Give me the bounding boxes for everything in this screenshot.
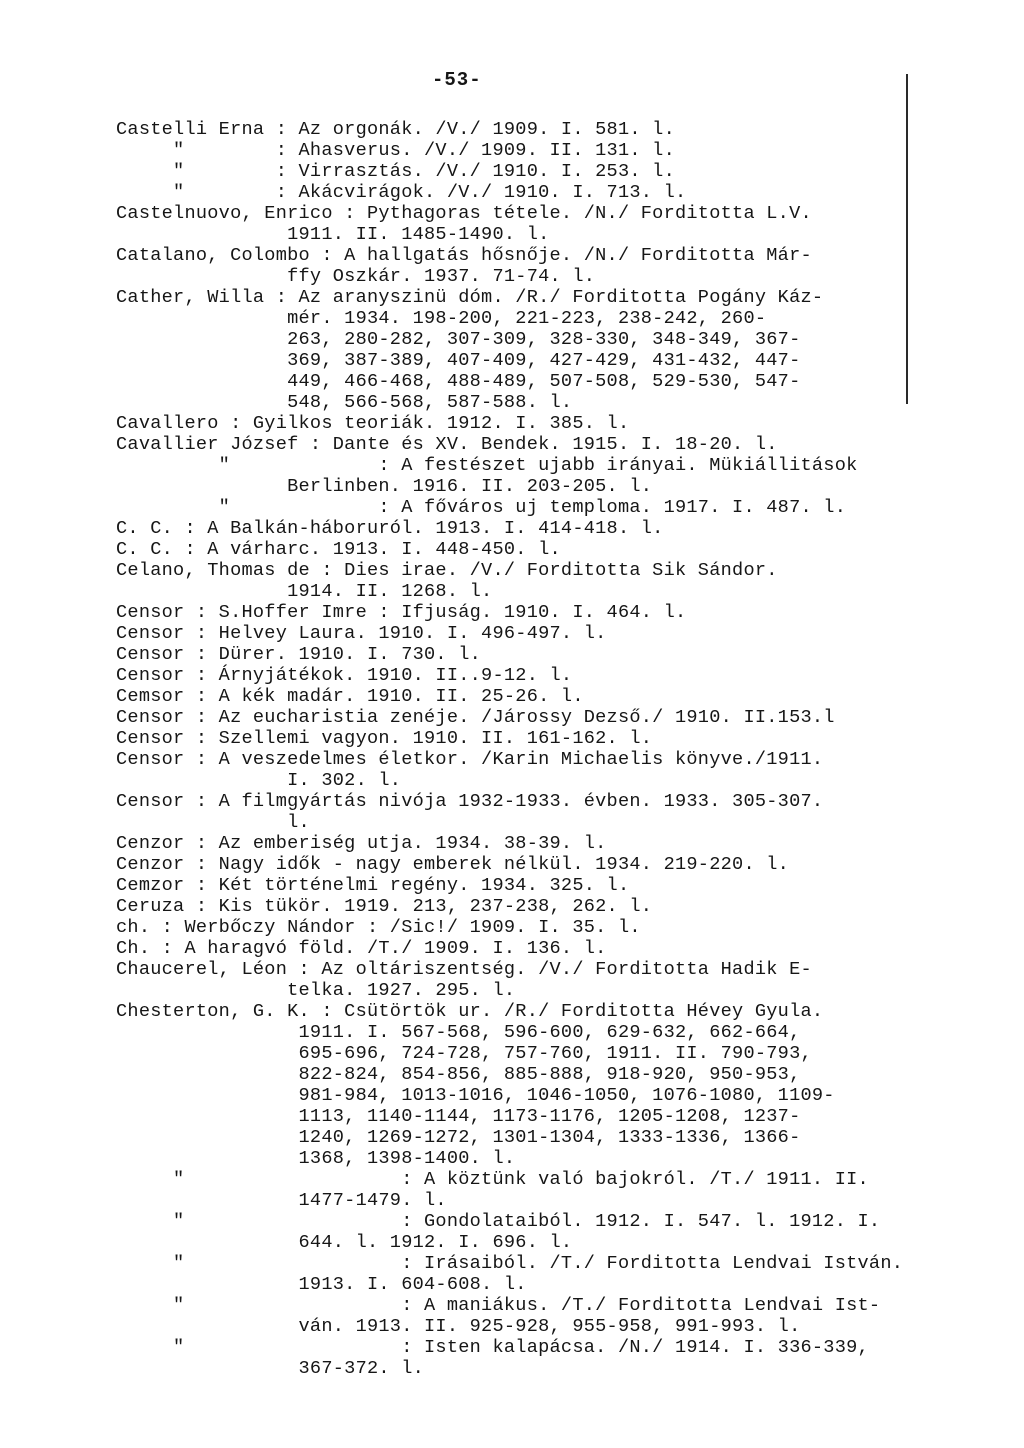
index-line: 1368, 1398-1400. l.: [116, 1148, 516, 1169]
index-line: " : Virrasztás. /V./ 1910. I. 253. l.: [116, 161, 675, 182]
index-line: " : A köztünk való bajokról. /T./ 1911. II.: [116, 1169, 869, 1190]
index-line: Censor : A filmgyártás nivója 1932-1933. évben. 1933. 305-307.: [116, 791, 824, 812]
page-number: -53-: [432, 69, 482, 91]
index-line: Catalano, Colombo : A hallgatás hősnője. /N./ Forditotta Már-: [116, 245, 812, 266]
index-line: " : A maniákus. /T./ Forditotta Lendvai Ist-: [116, 1295, 881, 1316]
index-line: 1240, 1269-1272, 1301-1304, 1333-1336, 1366-: [116, 1127, 801, 1148]
index-line: " : Akácvirágok. /V./ 1910. I. 713. l.: [116, 182, 687, 203]
index-line: I. 302. l.: [116, 770, 402, 791]
index-line: 263, 280-282, 307-309, 328-330, 348-349, 367-: [116, 329, 801, 350]
index-line: Celano, Thomas de : Dies irae. /V./ Forditotta Sik Sándor.: [116, 560, 778, 581]
index-line: 1914. II. 1268. l.: [116, 581, 493, 602]
index-line: 644. l. 1912. I. 696. l.: [116, 1232, 573, 1253]
index-line: Cenzor : Nagy idők - nagy emberek nélkül. 1934. 219-220. l.: [116, 854, 790, 875]
index-line: ffy Oszkár. 1937. 71-74. l.: [116, 266, 596, 287]
index-line: 548, 566-568, 587-588. l.: [116, 392, 573, 413]
index-line: 981-984, 1013-1016, 1046-1050, 1076-1080, 1109-: [116, 1085, 835, 1106]
index-line: " : Gondolataiból. 1912. I. 547. l. 1912. I.: [116, 1211, 881, 1232]
index-line: Cavallero : Gyilkos teoriák. 1912. I. 385. l.: [116, 413, 630, 434]
index-line: mér. 1934. 198-200, 221-223, 238-242, 260-: [116, 308, 767, 329]
index-line: " : Ahasverus. /V./ 1909. II. 131. l.: [116, 140, 675, 161]
index-line: Censor : A veszedelmes életkor. /Karin Michaelis könyve./1911.: [116, 749, 824, 770]
index-line: Castelli Erna : Az orgonák. /V./ 1909. I. 581. l.: [116, 119, 675, 140]
index-line: Ch. : A haragvó föld. /T./ 1909. I. 136. l.: [116, 938, 607, 959]
index-line: C. C. : A Balkán-háboruról. 1913. I. 414-418. l.: [116, 518, 664, 539]
index-line: Censor : Helvey Laura. 1910. I. 496-497. l.: [116, 623, 607, 644]
index-line: telka. 1927. 295. l.: [116, 980, 516, 1001]
index-line: Cavallier József : Dante és XV. Bendek. 1915. I. 18-20. l.: [116, 434, 778, 455]
index-line: 822-824, 854-856, 885-888, 918-920, 950-953,: [116, 1064, 801, 1085]
index-line: 1477-1479. l.: [116, 1190, 447, 1211]
index-line: Cather, Willa : Az aranyszinü dóm. /R./ Forditotta Pogány Káz-: [116, 287, 824, 308]
index-line: 1113, 1140-1144, 1173-1176, 1205-1208, 1237-: [116, 1106, 801, 1127]
index-line: Censor : Árnyjátékok. 1910. II..9-12. l.: [116, 665, 573, 686]
index-line: 1911. II. 1485-1490. l.: [116, 224, 550, 245]
index-line: Chesterton, G. K. : Csütörtök ur. /R./ Forditotta Hévey Gyula.: [116, 1001, 824, 1022]
index-line: ván. 1913. II. 925-928, 955-958, 991-993. l.: [116, 1316, 801, 1337]
index-line: Censor : Dürer. 1910. I. 730. l.: [116, 644, 482, 665]
index-line: Cemsor : A kék madár. 1910. II. 25-26. l.: [116, 686, 584, 707]
index-line: 367-372. l.: [116, 1358, 425, 1379]
index-line: ch. : Werbőczy Nándor : /Sic!/ 1909. I. 35. l.: [116, 917, 641, 938]
index-line: 1913. I. 604-608. l.: [116, 1274, 527, 1295]
index-line: Ceruza : Kis tükör. 1919. 213, 237-238, 262. l.: [116, 896, 653, 917]
index-line: 695-696, 724-728, 757-760, 1911. II. 790-793,: [116, 1043, 812, 1064]
index-line: l.: [116, 812, 310, 833]
index-line: 449, 466-468, 488-489, 507-508, 529-530, 547-: [116, 371, 801, 392]
index-line: 369, 387-389, 407-409, 427-429, 431-432, 447-: [116, 350, 801, 371]
index-line: Berlinben. 1916. II. 203-205. l.: [116, 476, 653, 497]
index-line: Castelnuovo, Enrico : Pythagoras tétele. /N./ Forditotta L.V.: [116, 203, 812, 224]
index-line: Censor : Szellemi vagyon. 1910. II. 161-162. l.: [116, 728, 653, 749]
index-line: Censor : Az eucharistia zenéje. /Járossy Dezső./ 1910. II.153.l: [116, 707, 835, 728]
bibliography-entries: [116, 119, 916, 1379]
index-line: Censor : S.Hoffer Imre : Ifjuság. 1910. I. 464. l.: [116, 602, 687, 623]
index-line: Chaucerel, Léon : Az oltáriszentség. /V./ Forditotta Hadik E-: [116, 959, 812, 980]
index-line: " : A főváros uj temploma. 1917. I. 487. l.: [116, 497, 847, 518]
index-line: Cemzor : Két történelmi regény. 1934. 325. l.: [116, 875, 630, 896]
index-line: 1911. I. 567-568, 596-600, 629-632, 662-664,: [116, 1022, 801, 1043]
index-line: C. C. : A várharc. 1913. I. 448-450. l.: [116, 539, 561, 560]
index-line: " : A festészet ujabb irányai. Mükiállitások: [116, 455, 858, 476]
index-line: " : Isten kalapácsa. /N./ 1914. I. 336-339,: [116, 1337, 869, 1358]
index-line: Cenzor : Az emberiség utja. 1934. 38-39. l.: [116, 833, 607, 854]
index-line: " : Irásaiból. /T./ Forditotta Lendvai István.: [116, 1253, 904, 1274]
